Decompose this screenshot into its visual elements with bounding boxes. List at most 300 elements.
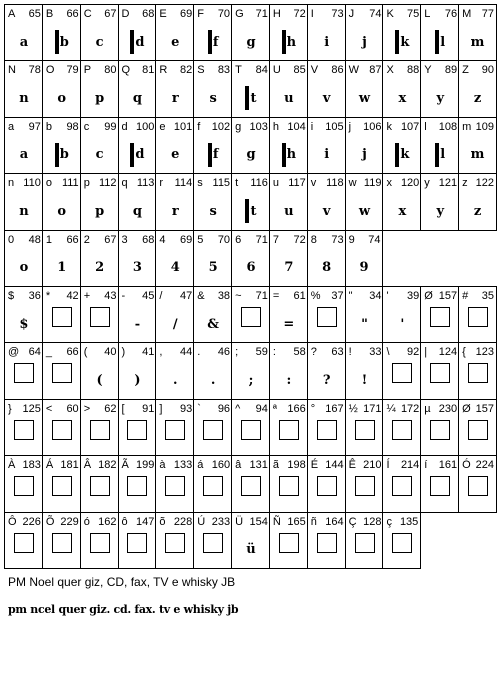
glyph-cell <box>231 455 270 512</box>
glyph-code: 64 <box>28 346 41 359</box>
glyph-caption <box>197 177 230 190</box>
glyph-code: 214 <box>400 459 420 472</box>
glyph-cell <box>269 286 308 343</box>
glyph-code: 71 <box>255 8 268 20</box>
glyph-char: S <box>197 64 205 77</box>
glyph-caption <box>462 64 494 77</box>
glyph-sample: 9 <box>359 260 369 276</box>
glyph-code: 45 <box>142 290 155 302</box>
glyph-code: 66 <box>66 8 79 20</box>
missing-glyph-box <box>52 307 72 327</box>
glyph-cell <box>420 60 459 117</box>
glyph-code: 113 <box>136 177 155 190</box>
glyph-char: : <box>272 346 276 359</box>
glyph-cell <box>307 342 346 399</box>
glyph-caption <box>46 177 79 190</box>
glyph-caption <box>159 64 192 77</box>
glyph-cell <box>193 4 232 61</box>
glyph-sample: . <box>210 372 216 388</box>
glyph-caption <box>122 346 155 359</box>
glyph-char: Ã <box>121 459 129 472</box>
glyph-caption <box>122 234 155 247</box>
glyph-cell <box>80 230 119 287</box>
glyph-code: 69 <box>179 233 193 246</box>
glyph-sample: f <box>194 25 232 59</box>
glyph-cell <box>42 4 81 61</box>
missing-glyph-box <box>90 476 110 496</box>
glyph-cell <box>420 455 459 512</box>
glyph-cell <box>42 286 81 343</box>
missing-glyph-box <box>317 476 337 496</box>
glyph-sample: i <box>324 34 330 50</box>
glyph-cell <box>382 455 421 512</box>
glyph-code: 76 <box>444 8 458 20</box>
glyph-caption <box>349 64 382 77</box>
glyph-char: B <box>45 8 54 20</box>
glyph-char: ` <box>197 402 201 415</box>
glyph-sample: & <box>207 316 220 332</box>
glyph-sample: 5 <box>208 260 218 276</box>
glyph-cell <box>307 117 346 174</box>
glyph-caption <box>386 290 419 303</box>
glyph-cell <box>269 455 308 512</box>
glyph-code: 144 <box>325 459 344 472</box>
glyph-sample: l <box>421 25 459 59</box>
glyph-code: 42 <box>66 290 79 302</box>
glyph-code: 229 <box>60 515 79 528</box>
glyph-caption <box>311 121 344 134</box>
glyph-cell <box>307 455 346 512</box>
glyph-caption <box>424 64 457 77</box>
glyph-caption <box>122 121 155 134</box>
glyph-sample: x <box>398 90 407 106</box>
glyph-char: N <box>8 64 16 77</box>
glyph-char: ! <box>348 346 352 359</box>
glyph-cell <box>269 399 308 456</box>
glyph-code: 99 <box>104 120 117 133</box>
glyph-sample: b <box>43 25 81 59</box>
glyph-char: = <box>272 290 280 302</box>
glyph-caption <box>159 234 192 247</box>
glyph-char: 3 <box>121 233 128 246</box>
glyph-cell <box>231 399 270 456</box>
glyph-char: Ø <box>462 402 471 415</box>
glyph-code: 38 <box>217 290 231 302</box>
glyph-caption <box>273 403 306 416</box>
glyph-sample: u <box>284 203 294 219</box>
glyph-sample: = <box>283 316 295 332</box>
glyph-caption <box>462 121 494 134</box>
glyph-code: 77 <box>481 8 494 20</box>
glyph-cell <box>345 399 384 456</box>
glyph-code: 182 <box>98 459 117 472</box>
glyph-cell <box>155 117 194 174</box>
missing-glyph-box <box>241 420 261 440</box>
glyph-caption <box>235 403 268 416</box>
glyph-sample: w <box>358 203 371 219</box>
missing-glyph-box <box>52 363 72 383</box>
glyph-char: c <box>83 120 90 133</box>
missing-glyph-box <box>90 533 110 553</box>
glyph-code: 117 <box>288 177 306 190</box>
glyph-sample: y <box>436 90 444 106</box>
glyph-sample: o <box>19 260 29 276</box>
glyph-caption <box>159 290 192 303</box>
glyph-char: 1 <box>45 233 52 246</box>
glyph-caption <box>122 403 155 416</box>
glyph-sample: 1 <box>57 260 67 276</box>
glyph-caption <box>311 290 344 303</box>
glyph-char: z <box>462 177 468 190</box>
glyph-char: â <box>235 459 242 472</box>
glyph-cell <box>382 117 421 174</box>
glyph-caption <box>159 459 192 472</box>
glyph-sample: ? <box>322 372 331 388</box>
glyph-code: 199 <box>136 459 155 472</box>
glyph-caption <box>84 64 117 77</box>
glyph-cell <box>458 117 497 174</box>
glyph-cell <box>345 286 384 343</box>
glyph-caption <box>462 8 494 21</box>
glyph-code: 167 <box>325 402 344 415</box>
glyph-code: 71 <box>255 233 268 246</box>
glyph-cell <box>80 286 119 343</box>
glyph-caption <box>122 8 155 21</box>
glyph-char: Z <box>462 64 469 77</box>
glyph-caption <box>122 516 155 529</box>
glyph-caption <box>84 459 117 472</box>
glyph-char: ñ <box>310 515 317 528</box>
glyph-cell <box>193 117 232 174</box>
glyph-sample: b <box>43 138 81 172</box>
glyph-char: Í <box>386 459 390 472</box>
glyph-caption <box>311 177 344 190</box>
glyph-cell <box>382 286 421 343</box>
glyph-cell <box>80 60 119 117</box>
glyph-cell <box>80 399 119 456</box>
glyph-code: 210 <box>363 459 382 472</box>
glyph-code: 33 <box>369 346 382 359</box>
glyph-sample: ; <box>248 372 254 388</box>
glyph-cell <box>420 286 459 343</box>
glyph-sample: h <box>270 138 308 172</box>
glyph-char: W <box>348 64 359 77</box>
glyph-code: 119 <box>363 177 382 190</box>
glyph-caption <box>197 121 230 134</box>
glyph-char: Y <box>424 64 432 77</box>
glyph-caption <box>273 516 306 529</box>
glyph-cell <box>420 4 459 61</box>
glyph-caption <box>349 346 382 359</box>
glyph-code: 73 <box>331 233 344 246</box>
glyph-char: D <box>121 8 130 20</box>
glyph-caption <box>386 177 419 190</box>
glyph-char: Ç <box>348 515 357 528</box>
glyph-code: 165 <box>287 515 306 528</box>
glyph-code: 161 <box>438 459 458 472</box>
glyph-code: 73 <box>331 8 344 20</box>
glyph-cell <box>420 342 459 399</box>
glyph-cell <box>155 455 194 512</box>
glyph-code: 35 <box>481 290 494 302</box>
glyph-char: M <box>462 8 472 20</box>
glyph-caption <box>349 121 382 134</box>
glyph-code: 102 <box>211 120 231 133</box>
glyph-cell <box>118 342 157 399</box>
glyph-code: 135 <box>399 515 419 528</box>
glyph-char: i <box>310 120 314 133</box>
missing-glyph-box <box>317 533 337 553</box>
glyph-code: 181 <box>60 459 79 472</box>
glyph-cell <box>118 173 157 230</box>
glyph-caption <box>273 8 306 21</box>
glyph-char: # <box>462 290 469 302</box>
glyph-sample: ) <box>134 372 141 388</box>
glyph-cell <box>231 117 270 174</box>
glyph-code: 228 <box>173 515 193 528</box>
glyph-sample: c <box>95 147 104 163</box>
glyph-cell <box>345 117 384 174</box>
glyph-code: 124 <box>438 346 458 359</box>
glyph-char: " <box>348 290 353 302</box>
glyph-char: x <box>386 177 392 190</box>
glyph-caption <box>386 459 419 472</box>
glyph-cell <box>118 399 157 456</box>
glyph-caption <box>424 403 457 416</box>
glyph-code: 164 <box>325 515 344 528</box>
glyph-char: ¼ <box>386 402 396 415</box>
missing-glyph-box <box>430 476 450 496</box>
glyph-caption <box>84 516 117 529</box>
glyph-cell <box>193 60 232 117</box>
glyph-caption <box>84 346 117 359</box>
glyph-char: I <box>310 8 314 20</box>
glyph-code: 82 <box>179 64 193 77</box>
glyph-char: Ø <box>424 290 433 302</box>
glyph-sample: e <box>171 34 180 50</box>
glyph-caption <box>273 290 306 303</box>
glyph-code: 83 <box>217 64 231 77</box>
glyph-caption <box>235 234 268 247</box>
glyph-char: ã <box>272 459 280 472</box>
glyph-code: 91 <box>142 402 155 415</box>
glyph-sample: t <box>232 194 270 228</box>
glyph-code: 81 <box>142 64 155 77</box>
glyph-char: [ <box>121 402 125 415</box>
glyph-cell <box>345 342 384 399</box>
glyph-code: 115 <box>212 177 231 190</box>
glyph-char: R <box>159 64 168 77</box>
glyph-code: 43 <box>104 290 117 302</box>
glyph-char: q <box>121 177 128 190</box>
glyph-sample: s <box>209 90 217 106</box>
glyph-code: 110 <box>23 177 41 190</box>
glyph-cell <box>307 230 346 287</box>
missing-glyph-box <box>392 533 412 553</box>
glyph-char: _ <box>45 346 52 359</box>
glyph-char: ° <box>310 402 316 415</box>
glyph-cell <box>458 455 497 512</box>
glyph-sample: j <box>362 34 367 50</box>
glyph-caption <box>197 64 230 77</box>
missing-glyph-box <box>430 420 450 440</box>
glyph-char: . <box>197 346 201 359</box>
glyph-char: J <box>348 8 355 20</box>
glyph-caption <box>235 177 268 190</box>
glyph-caption <box>424 177 457 190</box>
missing-glyph-box <box>241 307 261 327</box>
glyph-cell <box>193 342 232 399</box>
glyph-char: É <box>310 459 319 472</box>
glyph-sample: y <box>436 203 444 219</box>
glyph-cell <box>4 399 43 456</box>
glyph-code: 103 <box>249 120 268 133</box>
glyph-caption <box>197 8 230 21</box>
glyph-code: 116 <box>250 177 268 190</box>
missing-glyph-box <box>317 307 337 327</box>
glyph-code: 160 <box>211 459 231 472</box>
glyph-caption <box>197 234 230 247</box>
glyph-sample: p <box>95 203 105 219</box>
glyph-caption <box>424 290 457 303</box>
glyph-cell <box>307 399 346 456</box>
glyph-cell <box>4 512 43 569</box>
glyph-sample: n <box>19 90 29 106</box>
glyph-cell <box>231 173 270 230</box>
glyph-char: - <box>121 290 126 302</box>
glyph-code: 100 <box>136 120 155 133</box>
glyph-sample: ( <box>96 372 103 388</box>
glyph-char: a <box>8 120 15 133</box>
glyph-char: Ñ <box>272 515 281 528</box>
glyph-code: 122 <box>475 177 494 190</box>
glyph-char: 2 <box>83 233 90 246</box>
glyph-code: 226 <box>22 515 41 528</box>
glyph-cell <box>345 4 384 61</box>
glyph-cell <box>155 399 194 456</box>
glyph-char: ] <box>159 402 163 415</box>
glyph-char: Q <box>121 64 131 77</box>
glyph-caption <box>273 177 306 190</box>
glyph-cell <box>42 512 81 569</box>
glyph-sample: x <box>398 203 407 219</box>
glyph-char: Ô <box>8 515 17 528</box>
glyph-cell <box>458 399 497 456</box>
glyph-char: | <box>424 346 428 359</box>
glyph-caption <box>462 403 494 416</box>
glyph-char: K <box>386 8 394 20</box>
glyph-char: 5 <box>197 233 204 246</box>
missing-glyph-box <box>392 476 412 496</box>
glyph-char: ' <box>386 290 389 302</box>
glyph-cell <box>382 342 421 399</box>
missing-glyph-box <box>14 476 34 496</box>
glyph-sample: i <box>324 147 330 163</box>
missing-glyph-box <box>317 420 337 440</box>
glyph-cell <box>307 173 346 230</box>
glyph-cell <box>231 230 270 287</box>
glyph-code: 123 <box>475 346 494 359</box>
glyph-sample: : <box>286 372 292 388</box>
glyph-caption <box>8 64 41 77</box>
glyph-char: á <box>197 459 204 472</box>
glyph-code: 68 <box>142 233 155 246</box>
glyph-code: 34 <box>369 290 382 302</box>
glyph-char: Õ <box>45 515 55 528</box>
missing-glyph-box <box>52 476 72 496</box>
glyph-char: 0 <box>8 233 15 246</box>
glyph-sample: a <box>19 147 29 163</box>
missing-glyph-box <box>468 363 488 383</box>
missing-glyph-box <box>127 420 147 440</box>
glyph-cell <box>345 230 384 287</box>
glyph-char: $ <box>8 290 15 302</box>
glyph-caption <box>235 290 268 303</box>
character-map-grid <box>4 4 496 568</box>
missing-glyph-box <box>14 533 34 553</box>
missing-glyph-box <box>355 533 375 553</box>
glyph-caption <box>8 8 41 21</box>
glyph-caption <box>424 346 457 359</box>
glyph-caption <box>311 516 344 529</box>
glyph-caption <box>235 516 268 529</box>
glyph-cell <box>80 342 119 399</box>
glyph-char: t <box>235 177 239 190</box>
glyph-caption <box>386 346 419 359</box>
glyph-char: & <box>197 290 205 302</box>
missing-glyph-box <box>468 307 488 327</box>
glyph-cell <box>4 4 43 61</box>
glyph-sample: ' <box>400 316 405 332</box>
glyph-caption <box>122 177 155 190</box>
glyph-code: 120 <box>400 177 420 190</box>
glyph-code: 58 <box>293 346 306 359</box>
glyph-cell <box>42 399 81 456</box>
glyph-cell <box>155 60 194 117</box>
glyph-char: í <box>424 459 428 472</box>
glyph-cell <box>118 60 157 117</box>
glyph-sample: r <box>171 90 179 106</box>
glyph-cell <box>458 4 497 61</box>
sample-render: pm ncel quer giz. cd. fax. tv e whisky jb <box>8 603 239 616</box>
glyph-char: 8 <box>310 233 317 246</box>
glyph-code: 107 <box>400 120 420 133</box>
glyph-cell <box>118 117 157 174</box>
glyph-sample: a <box>19 34 29 50</box>
glyph-caption <box>84 290 117 303</box>
glyph-code: 106 <box>363 120 382 133</box>
glyph-caption <box>235 459 268 472</box>
glyph-code: 131 <box>249 459 268 472</box>
glyph-caption <box>8 516 41 529</box>
glyph-sample: m <box>470 147 485 163</box>
glyph-caption <box>462 177 494 190</box>
glyph-code: 96 <box>217 402 231 415</box>
glyph-code: 224 <box>475 459 494 472</box>
glyph-caption <box>349 290 382 303</box>
glyph-cell <box>4 60 43 117</box>
glyph-char: ª <box>272 402 277 415</box>
glyph-sample: - <box>134 316 141 332</box>
missing-glyph-box <box>165 476 185 496</box>
glyph-char: v <box>310 177 317 190</box>
glyph-char: Â <box>83 459 92 472</box>
glyph-char: % <box>310 290 321 302</box>
glyph-char: ~ <box>235 290 242 302</box>
glyph-code: 93 <box>179 402 193 415</box>
glyph-caption <box>386 64 419 77</box>
glyph-code: 157 <box>475 402 494 415</box>
